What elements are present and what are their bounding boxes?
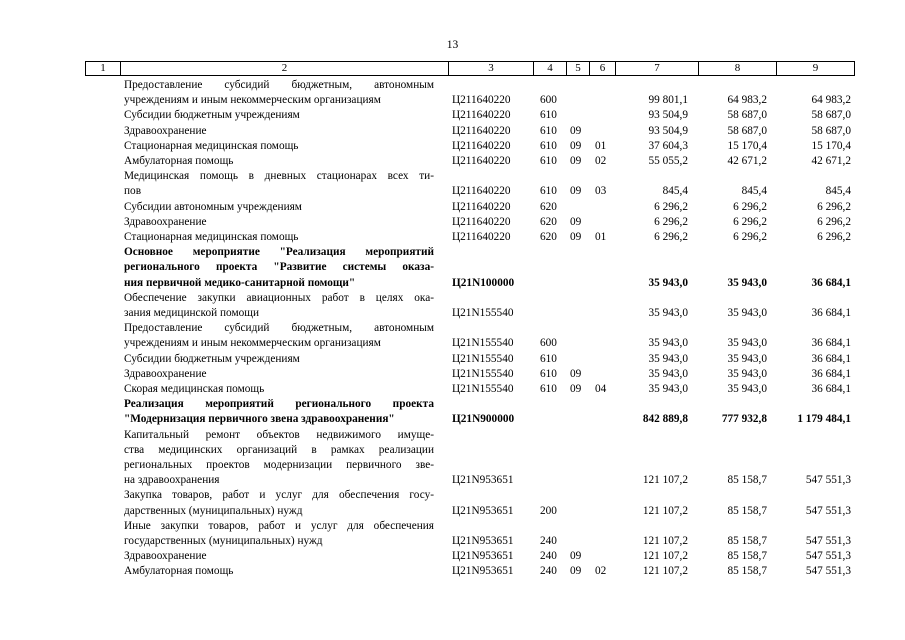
row-section: 09 xyxy=(570,155,582,167)
table-row-line xyxy=(85,215,855,230)
row-name: регионального проекта "Развитие системы оказа- xyxy=(124,261,434,274)
row-code: Ц211640220 xyxy=(452,185,511,198)
row-name: Субсидии автономным учреждениям xyxy=(124,200,302,213)
row-section: 09 xyxy=(570,185,582,198)
table-row-line xyxy=(85,306,855,321)
header-col-5: 5 xyxy=(567,62,590,75)
row-expense-type: 600 xyxy=(540,337,557,350)
row-value-col9: 547 551,3 xyxy=(805,550,851,563)
row-value-col7: 6 296,2 xyxy=(654,200,688,213)
row-value-col8: 85 158,7 xyxy=(727,504,767,517)
row-value-col7: 35 943,0 xyxy=(648,352,688,365)
row-code: Ц21N155540 xyxy=(452,383,514,395)
row-value-col9: 36 684,1 xyxy=(811,352,851,365)
row-code: Ц21N900000 xyxy=(452,413,515,426)
row-value-col7: 93 504,9 xyxy=(648,124,688,137)
row-name: Иные закупки товаров, работ и услуг для обеспечения xyxy=(124,519,434,532)
page-number: 13 xyxy=(446,39,459,51)
row-code: Ц21N155540 xyxy=(452,307,514,319)
row-expense-type: 240 xyxy=(540,550,557,563)
row-value-col9: 1 179 484,1 xyxy=(797,413,851,426)
row-name: ния первичной медико-санитарной помощи" xyxy=(124,276,356,289)
table-row-line xyxy=(85,519,855,534)
row-expense-type: 620 xyxy=(540,215,557,228)
row-name: дарственных (муниципальных) нужд xyxy=(124,504,303,517)
table-row-line xyxy=(85,139,855,154)
table-row-line xyxy=(85,260,855,275)
table-row-line xyxy=(85,93,855,108)
row-value-col8: 845,4 xyxy=(741,185,767,198)
row-value-col8: 85 158,7 xyxy=(727,565,767,578)
row-value-col8: 35 943,0 xyxy=(727,352,767,365)
row-subsection: 03 xyxy=(595,185,607,198)
row-name: Стационарная медицинская помощь xyxy=(124,231,299,243)
row-name: Субсидии бюджетным учреждениям xyxy=(124,109,300,122)
row-section: 09 xyxy=(570,383,582,395)
row-value-col8: 35 943,0 xyxy=(727,383,767,395)
row-value-col7: 121 107,2 xyxy=(642,565,688,578)
row-expense-type: 240 xyxy=(540,565,557,578)
row-value-col9: 6 296,2 xyxy=(817,231,851,243)
row-value-col7: 842 889,8 xyxy=(642,413,688,426)
row-value-col9: 58 687,0 xyxy=(811,124,851,137)
header-col-2: 2 xyxy=(121,62,449,75)
row-section: 09 xyxy=(570,231,582,243)
row-name: "Модернизация первичного звена здравоохранения" xyxy=(124,413,395,426)
row-value-col9: 547 551,3 xyxy=(805,535,851,547)
row-expense-type: 200 xyxy=(540,504,557,517)
row-subsection: 01 xyxy=(595,231,607,243)
row-name: Субсидии бюджетным учреждениям xyxy=(124,352,300,365)
table-row-line xyxy=(85,504,855,519)
row-subsection: 02 xyxy=(595,155,607,167)
row-name: учреждениям и иным некоммерческим организациям xyxy=(124,94,381,107)
row-value-col7: 37 604,3 xyxy=(648,139,688,152)
row-section: 09 xyxy=(570,550,582,563)
row-code: Ц21N953651 xyxy=(452,474,514,487)
row-name: Стационарная медицинская помощь xyxy=(124,139,299,152)
row-value-col8: 35 943,0 xyxy=(727,337,767,350)
row-value-col7: 35 943,0 xyxy=(648,337,688,350)
row-value-col7: 121 107,2 xyxy=(642,504,688,517)
row-value-col9: 845,4 xyxy=(825,185,851,198)
row-section: 09 xyxy=(570,215,582,228)
row-subsection: 04 xyxy=(595,383,607,395)
row-code: Ц21N155540 xyxy=(452,367,514,380)
row-value-col7: 35 943,0 xyxy=(648,276,688,289)
row-code: Ц21N155540 xyxy=(452,352,514,365)
row-value-col9: 36 684,1 xyxy=(811,337,851,350)
header-col-8: 8 xyxy=(699,62,777,75)
header-col-9: 9 xyxy=(812,62,819,74)
row-name: ства медицинских организаций в рамках реализации xyxy=(124,443,434,456)
row-section: 09 xyxy=(570,124,582,137)
row-expense-type: 610 xyxy=(540,124,557,137)
row-value-col9: 15 170,4 xyxy=(811,139,851,152)
row-code: Ц211640220 xyxy=(452,215,511,228)
row-value-col7: 121 107,2 xyxy=(642,535,688,547)
table-row-line xyxy=(85,336,855,351)
row-value-col8: 6 296,2 xyxy=(733,231,767,243)
row-section: 09 xyxy=(570,565,582,578)
row-name: Медицинская помощь в дневных стационарах всех ти- xyxy=(124,170,434,183)
table-row-line xyxy=(85,412,855,427)
table-row-line xyxy=(85,276,855,291)
row-name: Предоставление субсидий бюджетным, автономным xyxy=(124,322,434,335)
row-value-col7: 6 296,2 xyxy=(654,215,688,228)
table-row-line xyxy=(85,549,855,564)
table-row-line xyxy=(85,108,855,123)
row-value-col7: 121 107,2 xyxy=(642,474,688,487)
row-expense-type: 610 xyxy=(540,155,557,167)
row-name: Здравоохранение xyxy=(124,367,207,380)
table-row-line xyxy=(85,443,855,458)
table-row-line xyxy=(85,200,855,215)
row-code: Ц211640220 xyxy=(452,124,511,137)
row-value-col9: 6 296,2 xyxy=(817,215,851,228)
row-expense-type: 610 xyxy=(540,109,557,122)
header-col-6: 6 xyxy=(590,62,616,75)
row-value-col8: 35 943,0 xyxy=(727,367,767,380)
row-code: Ц21N100000 xyxy=(452,276,515,289)
row-value-col8: 85 158,7 xyxy=(727,535,767,547)
table-row-line xyxy=(85,291,855,306)
row-code: Ц21N155540 xyxy=(452,337,514,350)
table-row-line xyxy=(85,397,855,412)
row-name: Закупка товаров, работ и услуг для обеспечения госу- xyxy=(124,489,434,502)
row-value-col8: 6 296,2 xyxy=(733,215,767,228)
row-code: Ц21N953651 xyxy=(452,504,514,517)
row-expense-type: 600 xyxy=(540,94,557,107)
row-name: Обеспечение закупки авиационных работ в целях ока- xyxy=(124,291,434,304)
table-row-line xyxy=(85,169,855,184)
row-name: Реализация мероприятий регионального проекта xyxy=(124,398,434,411)
table-row-line xyxy=(85,230,855,245)
row-expense-type: 620 xyxy=(540,200,557,213)
row-value-col8: 64 983,2 xyxy=(727,94,767,107)
row-expense-type: 610 xyxy=(540,383,557,395)
table-row-line xyxy=(85,458,855,473)
header-col-4: 4 xyxy=(534,62,567,75)
row-name: на здравоохранения xyxy=(124,474,220,487)
table-header xyxy=(85,61,855,76)
row-name: Амбулаторная помощь xyxy=(124,155,234,167)
row-expense-type: 620 xyxy=(540,231,557,243)
row-code: Ц211640220 xyxy=(452,109,511,122)
row-code: Ц21N953651 xyxy=(452,535,514,547)
row-name: Предоставление субсидий бюджетным, автономным xyxy=(124,79,434,91)
header-col-1: 1 xyxy=(86,62,121,75)
header-col-3: 3 xyxy=(449,62,534,75)
row-value-col9: 547 551,3 xyxy=(805,504,851,517)
table-row-line xyxy=(85,78,855,93)
row-name: Здравоохранение xyxy=(124,124,207,137)
row-value-col7: 6 296,2 xyxy=(654,231,688,243)
row-value-col7: 35 943,0 xyxy=(648,367,688,380)
row-name: государственных (муниципальных) нужд xyxy=(124,535,323,547)
row-name: зания медицинской помощи xyxy=(124,307,259,319)
row-code: Ц211640220 xyxy=(452,155,511,167)
row-value-col9: 547 551,3 xyxy=(805,474,851,487)
row-value-col7: 93 504,9 xyxy=(648,109,688,122)
header-col-7: 7 xyxy=(616,62,699,75)
row-name: Капитальный ремонт объектов недвижимого имуще- xyxy=(124,428,434,441)
row-value-col9: 36 684,1 xyxy=(811,383,851,395)
row-code: Ц211640220 xyxy=(452,200,511,213)
table-row-line xyxy=(85,352,855,367)
row-code: Ц211640220 xyxy=(452,139,511,152)
row-expense-type: 610 xyxy=(540,185,557,198)
row-name: учреждениям и иным некоммерческим организациям xyxy=(124,337,381,350)
row-value-col8: 58 687,0 xyxy=(727,109,767,122)
row-value-col7: 55 055,2 xyxy=(648,155,688,167)
row-value-col8: 42 671,2 xyxy=(727,155,767,167)
row-name: региональных проектов модернизации первичного зве- xyxy=(124,459,434,471)
row-value-col9: 58 687,0 xyxy=(811,109,851,122)
row-name: Основное мероприятие "Реализация мероприятий xyxy=(124,246,434,259)
row-value-col8: 58 687,0 xyxy=(727,124,767,137)
row-name: Здравоохранение xyxy=(124,550,207,563)
row-value-col9: 42 671,2 xyxy=(811,155,851,167)
row-value-col8: 777 932,8 xyxy=(721,413,767,426)
row-code: Ц21N953651 xyxy=(452,550,514,563)
row-name: Здравоохранение xyxy=(124,215,207,228)
row-value-col9: 547 551,3 xyxy=(805,565,851,578)
row-subsection: 01 xyxy=(595,139,607,152)
table-row-line xyxy=(85,245,855,260)
row-code: Ц211640220 xyxy=(452,231,511,243)
row-expense-type: 240 xyxy=(540,535,557,547)
table-row-line xyxy=(85,564,855,579)
row-section: 09 xyxy=(570,367,582,380)
row-value-col7: 845,4 xyxy=(662,185,688,198)
row-expense-type: 610 xyxy=(540,367,557,380)
row-value-col9: 36 684,1 xyxy=(811,276,851,289)
row-code: Ц21N953651 xyxy=(452,565,514,578)
table-row-line xyxy=(85,124,855,139)
row-value-col7: 35 943,0 xyxy=(648,307,688,319)
row-value-col8: 85 158,7 xyxy=(727,550,767,563)
table-row-line xyxy=(85,534,855,549)
table-row-line xyxy=(85,154,855,169)
table-row-line xyxy=(85,184,855,199)
table-row-line xyxy=(85,473,855,488)
row-value-col8: 35 943,0 xyxy=(727,276,767,289)
row-subsection: 02 xyxy=(595,565,607,578)
row-value-col7: 99 801,1 xyxy=(648,94,688,107)
row-expense-type: 610 xyxy=(540,352,557,365)
table-row-line xyxy=(85,382,855,397)
table-row-line xyxy=(85,428,855,443)
row-value-col8: 35 943,0 xyxy=(727,307,767,319)
row-value-col7: 35 943,0 xyxy=(648,383,688,395)
row-value-col9: 64 983,2 xyxy=(811,94,851,107)
row-name: Скорая медицинская помощь xyxy=(124,383,265,395)
row-value-col9: 36 684,1 xyxy=(811,367,851,380)
table-row-line xyxy=(85,488,855,503)
table-row-line xyxy=(85,321,855,336)
row-value-col8: 15 170,4 xyxy=(727,139,767,152)
row-value-col7: 121 107,2 xyxy=(642,550,688,563)
row-name: пов xyxy=(124,185,142,198)
row-value-col9: 6 296,2 xyxy=(817,200,851,213)
table-row-line xyxy=(85,367,855,382)
row-value-col8: 85 158,7 xyxy=(727,474,767,487)
row-section: 09 xyxy=(570,139,582,152)
row-name: Амбулаторная помощь xyxy=(124,565,234,578)
row-expense-type: 610 xyxy=(540,139,557,152)
row-value-col8: 6 296,2 xyxy=(733,200,767,213)
row-value-col9: 36 684,1 xyxy=(811,307,851,319)
row-code: Ц211640220 xyxy=(452,94,511,107)
